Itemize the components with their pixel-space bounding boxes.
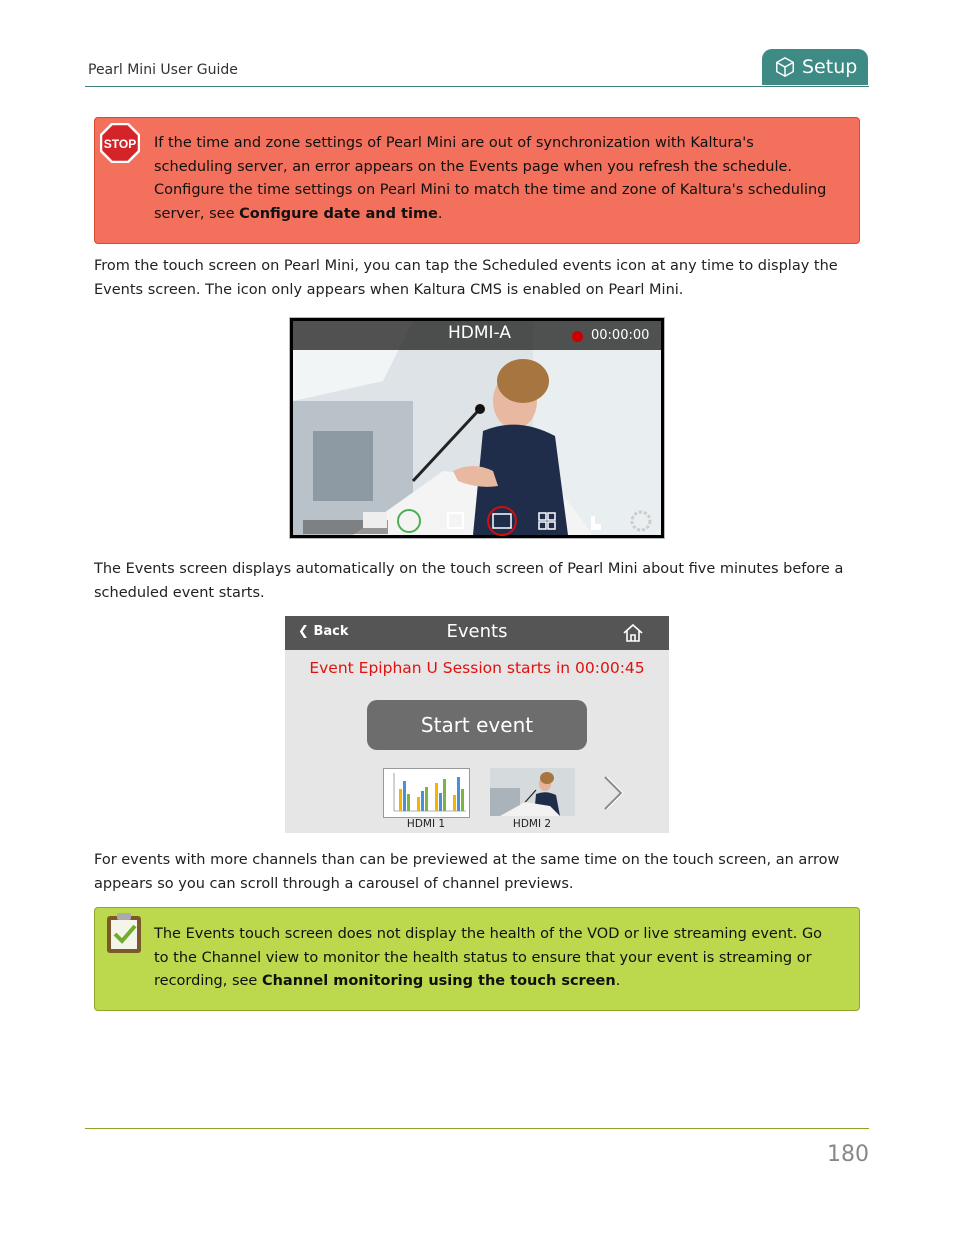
channel-thumb-hdmi1[interactable] (383, 768, 470, 818)
events-title: Events (446, 621, 508, 642)
record-timer: 00:00:00 (591, 328, 650, 343)
cube-icon (774, 56, 796, 78)
note-text: The Events touch screen does not display the health of the VOD or live streaming event. Go to the Channel view to monitor the health status to ensure that your event is streaming or recording, see (154, 926, 823, 989)
footer-divider (85, 1128, 869, 1129)
presenter-photo (293, 321, 661, 535)
warning-text: If the time and zone settings of Pearl Mini are out of synchronization with Kaltura's scheduling server, an error appears on the Events page when you refresh the schedule. Configure the time settings on Pearl Mini to match the time and zone of Kaltura's scheduling server, see (154, 135, 827, 222)
touch-icon (591, 516, 601, 530)
home-icon[interactable] (622, 623, 644, 643)
start-event-button[interactable]: Start event (367, 700, 587, 750)
stop-button-icon (448, 513, 463, 528)
record-indicator-icon (572, 331, 583, 342)
audio-meter-icon (303, 512, 388, 534)
touchscreen-live-view (289, 317, 665, 539)
events-screen (285, 616, 669, 833)
chevron-left-icon: ❮ (298, 624, 309, 639)
event-countdown-message: Event Epiphan U Session starts in 00:00:45 (309, 659, 645, 677)
paragraph-carousel: For events with more channels than can be previewed at the same time on the touch screen, an arrow appears so you can scroll through a carousel of channel previews. (94, 852, 840, 892)
note-callout (94, 907, 860, 1011)
record-button-icon (398, 510, 420, 532)
svg-text:STOP: STOP (103, 137, 137, 151)
header-divider (85, 86, 869, 87)
status-bar (293, 321, 661, 350)
section-tab-setup[interactable] (762, 49, 868, 85)
paragraph-scheduled-events: From the touch screen on Pearl Mini, you can tap the Scheduled events icon at any time to display the Events screen. The icon only appears when Kaltura CMS is enabled on Pearl Mini. (94, 258, 838, 298)
document-title: Pearl Mini User Guide (88, 62, 238, 78)
thumb-label: HDMI 1 (406, 818, 446, 830)
channel-thumb-hdmi2[interactable] (490, 768, 575, 816)
control-bar (293, 504, 661, 536)
stop-sign-icon (100, 123, 140, 163)
chevron-right-icon[interactable] (601, 774, 625, 812)
warning-end: . (437, 205, 443, 222)
bar-chart-thumbnail (384, 769, 469, 817)
layouts-icon (539, 513, 555, 529)
thumb-label: HDMI 2 (512, 818, 552, 830)
scheduled-events-icon (488, 507, 516, 535)
events-title-bar (285, 616, 669, 650)
settings-gear-icon (632, 512, 650, 530)
back-label: Back (313, 624, 349, 639)
clipboard-check-icon (105, 911, 143, 955)
channel-monitoring-link[interactable]: Channel monitoring using the touch screen (261, 973, 616, 989)
source-name: HDMI-A (448, 323, 511, 343)
page-number: 180 (827, 1142, 869, 1167)
configure-date-time-link[interactable]: Configure date and time (239, 205, 438, 222)
note-end: . (615, 973, 621, 989)
paragraph-events-screen: The Events screen displays automatically on the touch screen of Pearl Mini about five minutes before a scheduled event starts. (94, 561, 844, 601)
section-tab-label: Setup (802, 56, 858, 78)
warning-callout (94, 117, 860, 244)
presenter-thumbnail (490, 768, 575, 816)
